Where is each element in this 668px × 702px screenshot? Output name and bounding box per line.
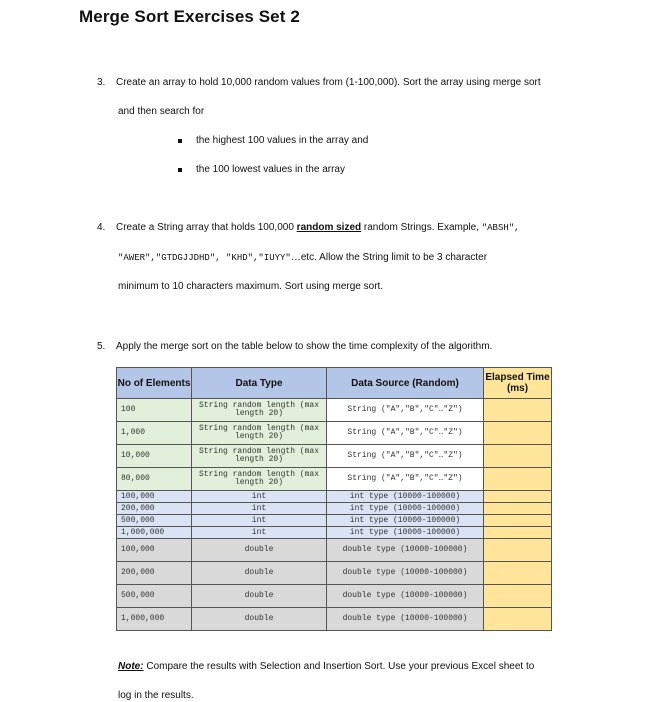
- cell-elements: 1,000,000: [117, 527, 192, 539]
- question-4-text-c: random Strings. Example,: [361, 222, 482, 233]
- question-3-number: 3.: [97, 77, 106, 88]
- header-elapsed-time: Elapsed Time (ms): [484, 368, 552, 399]
- question-3-line-1: [97, 77, 541, 89]
- question-3-bullet-2: the 100 lowest values in the array: [196, 164, 345, 175]
- cell-data-type: String random length (max length 20): [192, 399, 327, 422]
- question-4-text-d: …etc. Allow the String limit to be 3 character: [290, 252, 488, 263]
- cell-elapsed-time: [484, 503, 552, 515]
- cell-data-type: double: [192, 539, 327, 562]
- cell-data-type: String random length (max length 20): [192, 468, 327, 491]
- question-3-line-2: and then search for: [118, 106, 205, 117]
- cell-elapsed-time: [484, 491, 552, 503]
- merge-sort-table: [116, 367, 552, 631]
- cell-elapsed-time: [484, 445, 552, 468]
- cell-elapsed-time: [484, 608, 552, 631]
- question-4-line-1: [97, 222, 520, 234]
- cell-elements: 200,000: [117, 503, 192, 515]
- cell-data-source: double type (10000-100000): [327, 562, 484, 585]
- question-4-text-a: Create a String array that holds 100,000: [116, 222, 297, 233]
- cell-data-type: String random length (max length 20): [192, 422, 327, 445]
- cell-data-type: double: [192, 585, 327, 608]
- note-label: Note:: [118, 661, 144, 672]
- cell-elements: 80,000: [117, 468, 192, 491]
- cell-elapsed-time: [484, 468, 552, 491]
- cell-elapsed-time: [484, 562, 552, 585]
- cell-elapsed-time: [484, 422, 552, 445]
- table-header-row: [117, 368, 552, 399]
- table-row: [117, 608, 552, 631]
- table-row: [117, 468, 552, 491]
- cell-data-source: double type (10000-100000): [327, 585, 484, 608]
- question-4-example-1: "ABSH",: [481, 223, 520, 233]
- header-data-type: Data Type: [192, 368, 327, 399]
- cell-elements: 10,000: [117, 445, 192, 468]
- cell-data-source: int type (10000-100000): [327, 527, 484, 539]
- bullet-icon: [178, 139, 182, 143]
- note-text: Compare the results with Selection and Insertion Sort. Use your previous Excel sheet to: [143, 661, 535, 672]
- cell-data-type: double: [192, 608, 327, 631]
- cell-elements: 1,000,000: [117, 608, 192, 631]
- cell-elements: 200,000: [117, 562, 192, 585]
- page-title: Merge Sort Exercises Set 2: [79, 7, 300, 26]
- cell-elements: 100,000: [117, 539, 192, 562]
- cell-data-type: int: [192, 515, 327, 527]
- question-5-number: 5.: [97, 341, 106, 352]
- cell-data-type: double: [192, 562, 327, 585]
- cell-data-type: int: [192, 503, 327, 515]
- table-row: [117, 585, 552, 608]
- question-3-text: Create an array to hold 10,000 random values from (1-100,000). Sort the array using merge sort: [116, 77, 541, 88]
- cell-elapsed-time: [484, 539, 552, 562]
- question-5-text: Apply the merge sort on the table below to show the time complexity of the algorithm.: [116, 341, 493, 352]
- cell-data-source: double type (10000-100000): [327, 608, 484, 631]
- question-4-example-2: "AWER","GTDGJJDHD", "KHD","IUYY": [118, 253, 291, 263]
- cell-data-source: double type (10000-100000): [327, 539, 484, 562]
- header-data-source: Data Source (Random): [327, 368, 484, 399]
- cell-data-source: int type (10000-100000): [327, 515, 484, 527]
- cell-data-source: int type (10000-100000): [327, 503, 484, 515]
- cell-data-source: String ("A","B","C"…"Z"): [327, 422, 484, 445]
- note-line-2: log in the results.: [118, 690, 194, 701]
- cell-elapsed-time: [484, 399, 552, 422]
- table-row: [117, 445, 552, 468]
- cell-data-source: int type (10000-100000): [327, 491, 484, 503]
- table-row: [117, 562, 552, 585]
- cell-data-source: String ("A","B","C"…"Z"): [327, 468, 484, 491]
- table-row: [117, 503, 552, 515]
- cell-elements: 1,000: [117, 422, 192, 445]
- cell-elapsed-time: [484, 515, 552, 527]
- table-row: [117, 399, 552, 422]
- note-line-1: [118, 661, 534, 672]
- cell-data-type: int: [192, 491, 327, 503]
- cell-data-source: String ("A","B","C"…"Z"): [327, 445, 484, 468]
- question-5-line-1: [97, 341, 492, 353]
- question-4-line-3: minimum to 10 characters maximum. Sort using merge sort.: [118, 281, 384, 292]
- table-row: [117, 515, 552, 527]
- table-row: [117, 539, 552, 562]
- table-row: [117, 422, 552, 445]
- cell-data-type: int: [192, 527, 327, 539]
- header-no-of-elements: No of Elements: [117, 368, 192, 399]
- question-4-line-2: [118, 252, 487, 264]
- cell-elements: 500,000: [117, 515, 192, 527]
- table-row: [117, 491, 552, 503]
- question-3-bullet-1: the highest 100 values in the array and: [196, 135, 369, 146]
- cell-elapsed-time: [484, 585, 552, 608]
- cell-elapsed-time: [484, 527, 552, 539]
- table-body: [117, 399, 552, 631]
- cell-data-type: String random length (max length 20): [192, 445, 327, 468]
- bullet-icon: [178, 168, 182, 172]
- cell-data-source: String ("A","B","C"…"Z"): [327, 399, 484, 422]
- cell-elements: 500,000: [117, 585, 192, 608]
- table-row: [117, 527, 552, 539]
- question-4-emphasis: random sized: [296, 222, 362, 233]
- cell-elements: 100: [117, 399, 192, 422]
- question-4-number: 4.: [97, 222, 106, 233]
- cell-elements: 100,000: [117, 491, 192, 503]
